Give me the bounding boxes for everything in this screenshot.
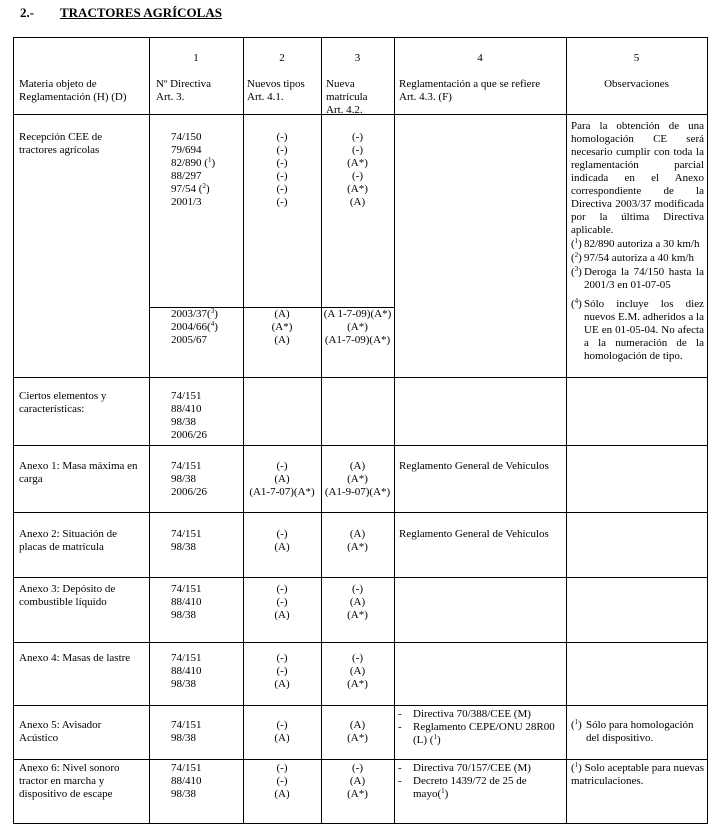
row-divider xyxy=(13,377,708,378)
row-subject: Anexo 3: Depósito de combustible líquido xyxy=(19,583,116,608)
row-divider xyxy=(13,512,708,513)
row-divider xyxy=(13,705,708,706)
new-types-list: (-) (A) xyxy=(274,719,290,744)
directive-list: 74/150 79/694 82/890 ($^1$) 88/297 97/54 ($^2$) 2001/3 xyxy=(171,131,216,208)
new-types-list: (-) (A) (A1-7-07)(A*) xyxy=(249,460,315,498)
directive-list: 2003/37($^3$) 2004/66($^4$) 2005/67 xyxy=(171,307,218,346)
directive-list: 74/151 88/410 98/38 xyxy=(171,652,202,690)
row-subject: Anexo 5: Avisador Acústico xyxy=(19,719,102,744)
observation-text: ($^1$) Solo aceptable para nuevas matriculaciones. xyxy=(571,761,705,787)
directive-list: 74/151 88/410 98/38 xyxy=(171,583,202,621)
row-subject: Ciertos elementos y características: xyxy=(19,390,107,415)
regulation-list: - Directiva 70/157/CEE (M) - Decreto 1439/72 de 25 de mayo($^1$) xyxy=(398,762,531,800)
row-subject: Anexo 1: Masa máxima en carga xyxy=(19,460,138,485)
new-registration-list: (-) (A) (A*) xyxy=(347,652,368,690)
column-number: 2 xyxy=(279,52,285,64)
header-new-types: Nuevos tipos Art. 4.1. xyxy=(247,78,305,103)
regulation-list: - Directiva 70/388/CEE (M) - Reglamento CEPE/ONU 28R00 (L) ($^1$) xyxy=(398,708,555,746)
observation-text: ($^1$) Sólo para homologación del dispositivo. xyxy=(571,718,694,744)
section-title: TRACTORES AGRÍCOLAS xyxy=(60,5,222,20)
new-registration-list: (A 1-7-09)(A*) (A*) (A1-7-09)(A*) xyxy=(323,308,392,346)
column-number: 1 xyxy=(193,52,199,64)
row-subject: Anexo 6: Nivel sonoro tractor en marcha y dispositivo de escape xyxy=(19,762,120,800)
regulation-text: Reglamento General de Vehículos xyxy=(399,460,549,472)
new-registration-list: (-) (A) (A*) xyxy=(347,583,368,621)
directive-list: 74/151 98/38 2006/26 xyxy=(171,460,208,498)
row-divider xyxy=(13,445,708,446)
row-divider xyxy=(13,759,708,760)
header-subject: Materia objeto de Reglamentación (H) (D) xyxy=(19,78,127,103)
directive-list: 74/151 98/38 xyxy=(171,719,202,744)
observation-footnotes: ($^1$) 82/890 autoriza a 30 km/h ($^2$) 97/54 autoriza a 40 km/h ($^3$) Deroga la 74/150 hasta la 2001/3 en 01-07-05 ($^4$) Sólo incluye los diez nuevos E.M. adheridos a la UE en 01-05-04. No afecta a la numeración de la homologación de tipo. xyxy=(571,237,704,362)
directive-list: 74/151 98/38 xyxy=(171,528,202,553)
directive-list: 74/151 88/410 98/38 2006/26 xyxy=(171,390,208,441)
column-number: 3 xyxy=(354,52,361,64)
new-types-list: (-) (A) xyxy=(274,528,290,553)
new-registration-list: (A) (A*) xyxy=(347,719,368,744)
new-types-list: (-) (-) (A) xyxy=(274,583,290,621)
section-heading xyxy=(20,6,222,19)
row-subject: Anexo 2: Situación de placas de matrícula xyxy=(19,528,118,553)
new-registration-list: (-) (A) (A*) xyxy=(347,762,368,800)
section-number: 2.- xyxy=(20,5,35,20)
new-types-list: (-) (-) (A) xyxy=(274,652,290,690)
header-directive: Nº Directiva Art. 3. xyxy=(156,78,212,103)
new-types-list: (-) (-) (-) (-) (-) (-) xyxy=(276,131,288,208)
column-number: 5 xyxy=(633,52,640,64)
regulation-text: Reglamento General de Vehículos xyxy=(399,528,549,540)
new-registration-list: (A) (A*) (A1-9-07)(A*) xyxy=(324,460,391,498)
directive-list: 74/151 88/410 98/38 xyxy=(171,762,202,800)
header-observations: Observaciones xyxy=(604,78,669,90)
header-new-registration: Nueva matrícula Art. 4.2. xyxy=(326,78,368,116)
new-types-list: (A) (A*) (A) xyxy=(271,308,293,346)
table-border-top xyxy=(13,37,708,38)
header-regulation: Reglamentación a que se refiere Art. 4.3. (F) xyxy=(399,78,541,103)
new-registration-list: (A) (A*) xyxy=(347,528,368,553)
new-types-list: (-) (-) (A) xyxy=(274,762,290,800)
column-number: 4 xyxy=(477,52,483,64)
row-divider xyxy=(13,577,708,578)
new-registration-list: (-) (-) (A*) (-) (A*) (A) xyxy=(347,131,368,208)
row-subject: Anexo 4: Masas de lastre xyxy=(19,652,131,664)
observation-text: Para la obtención de una homologación CE será necesario cumplir con toda la reglamentación parcial indicada en el Anexo correspondiente de la Directiva 2003/37 modificada por la última Directiva aplicable. xyxy=(571,120,704,236)
row-divider xyxy=(13,642,708,643)
row-subject: Recepción CEE de tractores agrícolas xyxy=(19,131,103,156)
table-border-bottom xyxy=(13,823,708,824)
regulation-table xyxy=(13,37,708,824)
